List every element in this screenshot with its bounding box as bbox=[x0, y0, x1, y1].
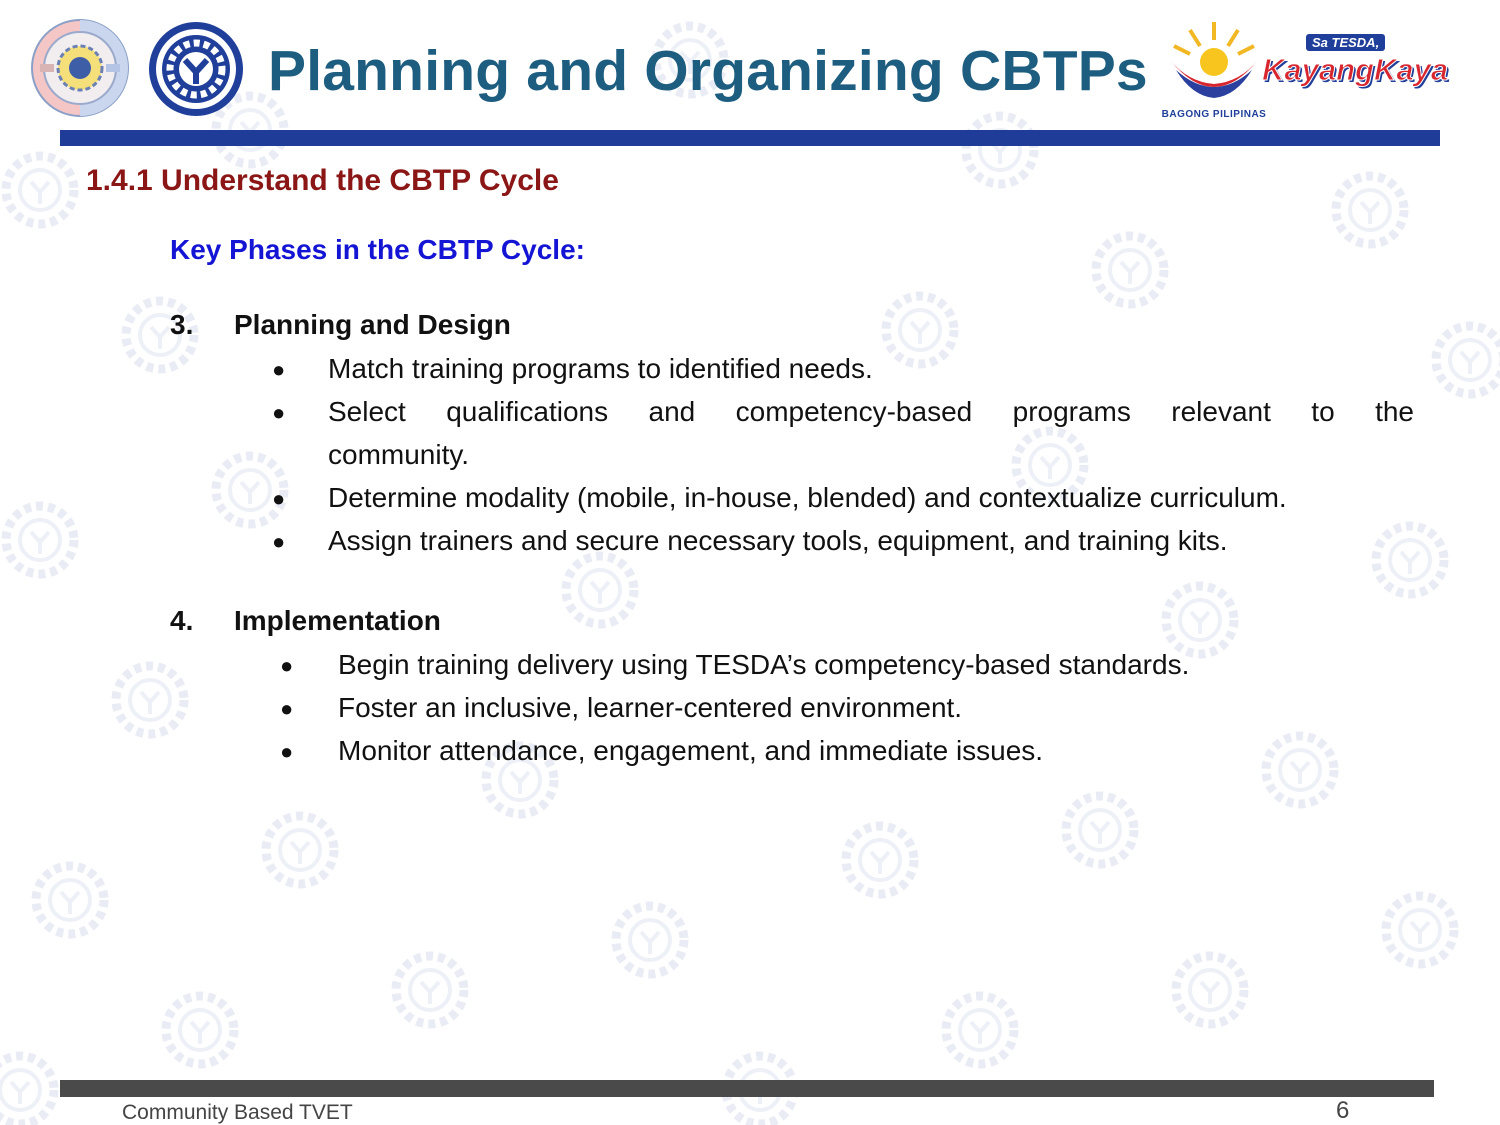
footer-divider-bar bbox=[60, 1080, 1434, 1097]
list-item: Assign trainers and secure necessary tools, equipment, and training kits. bbox=[328, 525, 1228, 556]
list-item: Select qualifications and competency-based programs relevant to the bbox=[328, 396, 1414, 427]
bullet-icon: ● bbox=[280, 696, 294, 721]
header-divider-bar bbox=[60, 130, 1440, 146]
bullet-icon: ● bbox=[272, 357, 286, 382]
bagong-pilipinas-logo bbox=[1160, 18, 1268, 118]
bullet-icon: ● bbox=[272, 486, 286, 511]
section-heading: 1.4.1 Understand the CBTP Cycle bbox=[86, 164, 559, 197]
bullet-icon: ● bbox=[272, 529, 286, 554]
list-item: Begin training delivery using TESDA’s competency-based standards. bbox=[338, 649, 1190, 680]
kayang-kaya-tagline: Sa TESDA, bbox=[1306, 34, 1385, 51]
bullet-icon: ● bbox=[272, 400, 286, 425]
kayang-kaya-wordmark: KayangKaya bbox=[1262, 52, 1449, 87]
footer-label: Community Based TVET bbox=[122, 1101, 353, 1124]
bagong-pilipinas-icon bbox=[1160, 18, 1268, 104]
list-item: Match training programs to identified needs. bbox=[328, 353, 873, 384]
bullet-icon: ● bbox=[280, 653, 294, 678]
list-item-continuation: community. bbox=[328, 439, 470, 470]
list-item: Monitor attendance, engagement, and immediate issues. bbox=[338, 735, 1044, 766]
phase-number: 3. bbox=[170, 309, 194, 340]
page-number: 6 bbox=[1336, 1097, 1350, 1124]
kayang-kaya-logo bbox=[1262, 35, 1480, 92]
phase-title: Implementation bbox=[234, 605, 441, 636]
tesda-seal-icon bbox=[146, 20, 246, 118]
bagong-pilipinas-caption: BAGONG PILIPINAS bbox=[1161, 109, 1267, 120]
gear-seal-icon bbox=[28, 18, 132, 118]
list-item: Determine modality (mobile, in-house, blended) and contextualize curriculum. bbox=[328, 482, 1287, 513]
phase-number: 4. bbox=[170, 605, 194, 636]
key-phases-subheading: Key Phases in the CBTP Cycle: bbox=[170, 234, 585, 265]
phase-title: Planning and Design bbox=[234, 309, 511, 340]
slide-title: Planning and Organizing CBTPs bbox=[268, 39, 1148, 103]
bullet-icon: ● bbox=[280, 739, 294, 764]
list-item: Foster an inclusive, learner-centered environment. bbox=[338, 692, 963, 723]
